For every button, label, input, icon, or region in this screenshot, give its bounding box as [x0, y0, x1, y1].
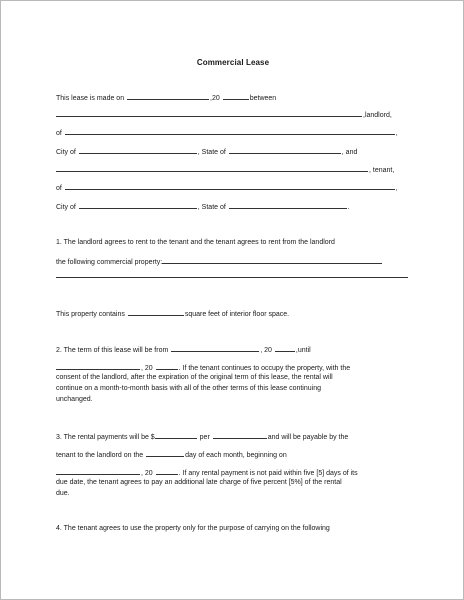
- section-1-line-1: 1. The landlord agrees to rent to the tenant and the tenant agrees to rent from the landlord: [56, 239, 335, 246]
- section-3-line-3: , 20 . If any rental payment is not paid within five [5] days of its: [56, 467, 358, 478]
- term-from-label: 2. The term of this lease will be from: [56, 347, 169, 354]
- landlord-name-line: [56, 109, 392, 120]
- property-description-blank[interactable]: [162, 256, 382, 264]
- first-payment-year-blank[interactable]: [156, 467, 178, 475]
- square-feet-label: square feet of interior floor space.: [184, 311, 290, 318]
- landlord-label: ,landlord,: [363, 112, 392, 119]
- between-label: between: [249, 95, 277, 102]
- rent-amount-blank[interactable]: [155, 431, 197, 439]
- section-3-line-1: 3. The rental payments will be $ per and will be payable by the: [56, 431, 348, 442]
- landlord-address-blank[interactable]: [65, 127, 395, 135]
- tenant-address-line: of ,: [56, 182, 398, 193]
- lease-date-blank[interactable]: [127, 92, 209, 100]
- section-2-line-1: 2. The term of this lease will be from , 20 ,until: [56, 344, 311, 355]
- property-size-line: [56, 308, 289, 319]
- city-of-label: City of: [56, 204, 76, 211]
- landlord-city-state-line: [56, 146, 357, 157]
- tenant-address-blank[interactable]: [65, 182, 395, 190]
- section-2-line-4: continue on a month-to-month basis with all of the other terms of this lease continuing: [56, 385, 321, 392]
- term-start-year-blank[interactable]: [275, 344, 295, 352]
- term-end-date-blank[interactable]: [56, 362, 140, 370]
- rent-period-blank[interactable]: [213, 431, 267, 439]
- city-of-label: City of: [56, 149, 76, 156]
- term-end-year-blank[interactable]: [156, 362, 178, 370]
- section-2-line-3: consent of the landlord, after the expiration of the original term of this lease, the rental will: [56, 374, 333, 381]
- landlord-address-line: of ,: [56, 127, 398, 138]
- of-label: of: [56, 185, 62, 192]
- tenant-city-state-line: City of , State of .: [56, 201, 350, 212]
- state-of-label: , State of: [197, 204, 226, 211]
- section-3-line-4: due date, the tenant agrees to pay an additional late charge of five percent [5%] of the rental: [56, 479, 342, 486]
- property-description-blank-2[interactable]: [56, 277, 408, 278]
- lease-year-blank[interactable]: [223, 92, 249, 100]
- section-2-line-2: , 20 . If the tenant continues to occupy the property, with the: [56, 362, 350, 373]
- per-label: per: [199, 434, 210, 441]
- of-label: of: [56, 130, 62, 137]
- and-label: , and: [341, 149, 358, 156]
- tenant-label: , tenant,: [369, 167, 395, 174]
- landlord-state-blank[interactable]: [229, 146, 341, 154]
- term-start-date-blank[interactable]: [171, 344, 259, 352]
- beginning-on-label: day of each month, beginning on: [185, 452, 287, 459]
- property-contains-label: This property contains: [56, 311, 125, 318]
- payment-day-blank[interactable]: [146, 449, 184, 457]
- rental-payments-label: 3. The rental payments will be $: [56, 434, 155, 441]
- section-3-line-5: due.: [56, 490, 70, 497]
- tenant-name-blank[interactable]: [56, 164, 368, 172]
- state-of-label: , State of: [197, 149, 226, 156]
- section-4-line-1: 4. The tenant agrees to use the property only for the purpose of carrying on the following: [56, 525, 330, 532]
- section-3-line-2: [56, 449, 287, 460]
- first-payment-date-blank[interactable]: [56, 467, 140, 475]
- section-1-line-2: [56, 256, 383, 267]
- tenant-name-line: [56, 164, 394, 175]
- year-prefix-label: ,20: [210, 95, 220, 102]
- section-2-line-5: unchanged.: [56, 396, 93, 403]
- square-feet-blank[interactable]: [128, 308, 184, 316]
- tenant-state-blank[interactable]: [229, 201, 347, 209]
- lease-date-line: [56, 92, 276, 103]
- lease-made-on-label: This lease is made on: [56, 95, 125, 102]
- landlord-name-blank[interactable]: [56, 109, 362, 117]
- until-label: ,until: [295, 347, 311, 354]
- document-title: Commercial Lease: [196, 58, 270, 67]
- commercial-property-label: the following commercial property:: [56, 259, 163, 266]
- landlord-city-blank[interactable]: [79, 146, 197, 154]
- tenant-city-blank[interactable]: [79, 201, 197, 209]
- payable-on-label: tenant to the landlord on the: [56, 452, 144, 459]
